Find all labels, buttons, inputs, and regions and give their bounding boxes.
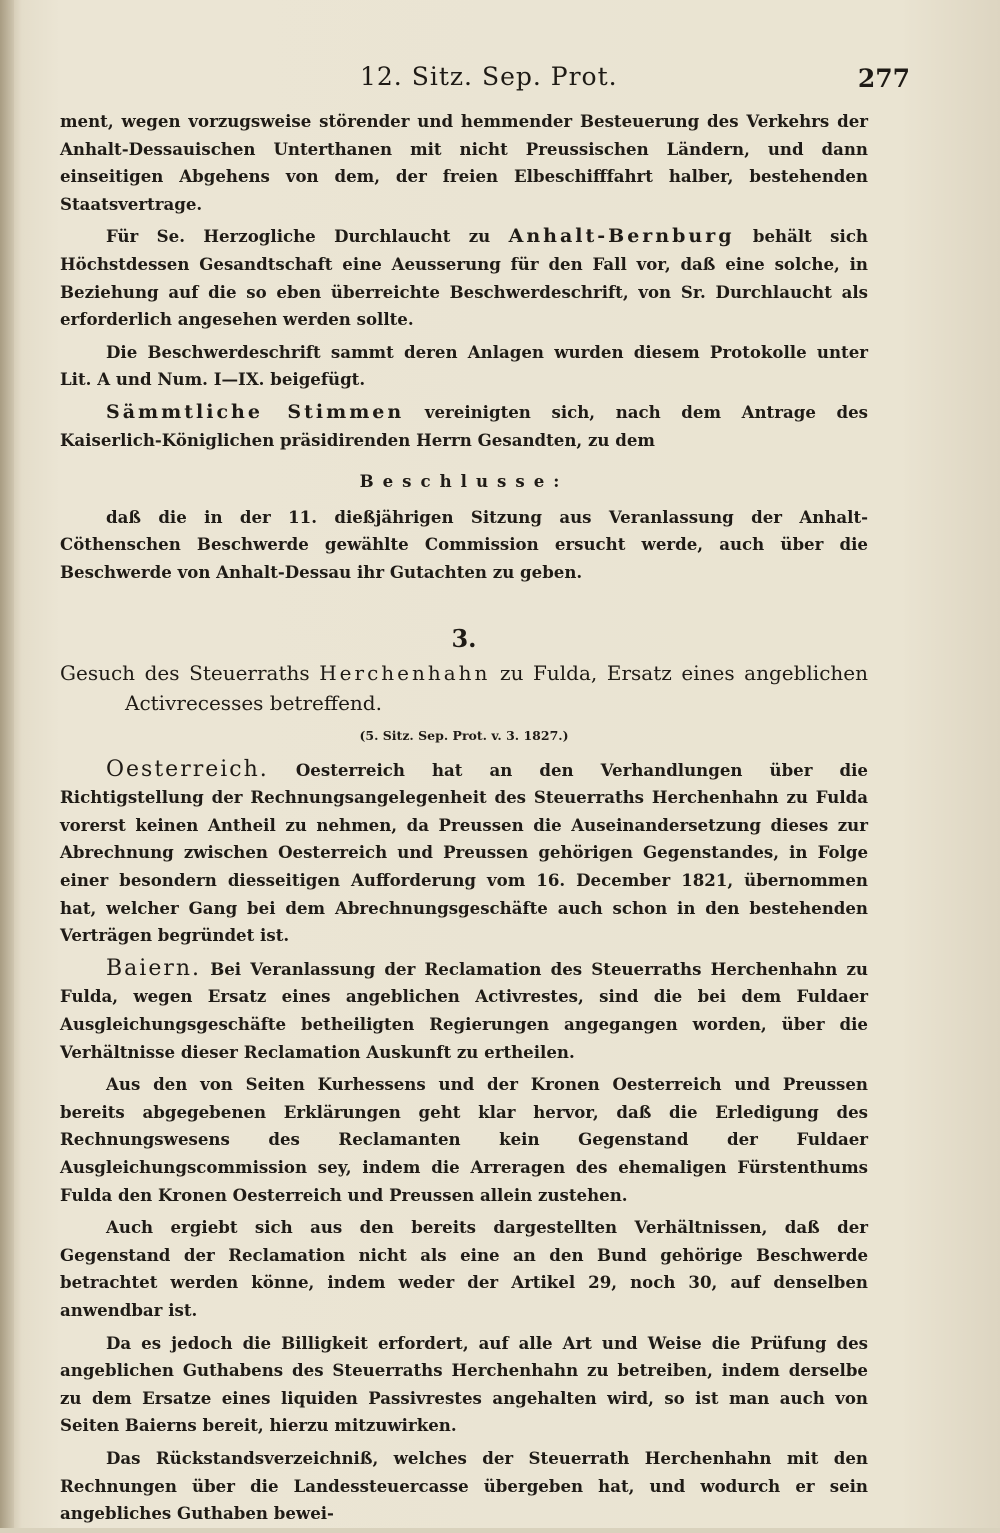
paragraph: Für Se. Herzogliche Durchlaucht zu Anhalt-Bernburg behält sich Höchstdessen Gesandtschaft eine Aeusserung für den Fall vor, daß eine solche, in Beziehung auf die so eben überreichte Beschwerdeschrift, von Sr. Durchlaucht als erforderlich angesehen werden sollte. [60, 225, 868, 330]
paragraph: Da es jedoch die Billigkeit erfordert, auf alle Art und Weise die Prüfung des angeblichen Guthabens des Steuerraths Herchenhahn zu betreiben, indem derselbe zu dem Ersatze eines liquiden Passivrestes angehalten wird, so ist man auch von Seiten Baierns bereit, hierzu mitzuwirken. [60, 1332, 868, 1436]
paragraph: Oesterreich. Oesterreich hat an den Verhandlungen über die Richtigstellung der Rechnungsangelegenheit des Steuerraths Herchenhahn zu Fulda vorerst keinen Antheil zu nehmen, da Preussen die Auseinandersetzung dieses zur Abrechnung zwischen Oesterreich und Preussen gehörigen Gegenstandes, in Folge einer besondern diesseitigen Aufforderung vom 16. December 1821, übernommen hat, welcher Gang bei dem Abrechnungsgeschäfte auch schon in den bestehenden Verträgen begründet ist. [60, 756, 868, 946]
page-number: 277 [857, 64, 910, 93]
section-number: 3. [451, 623, 477, 653]
paragraph: ment, wegen vorzugsweise störender und hemmender Besteuerung des Verkehrs der Anhalt-Dessauischen Unterthanen mit nicht Preussischen Ländern, und dann einseitigen Abgehens von dem, der freien Elbeschifffahrt halber, bestehenden Staatsvertrage. [60, 111, 868, 214]
state-name: Anhalt-Bernburg [508, 225, 735, 248]
state-label: Baiern. [106, 955, 202, 981]
paragraph: Das Rückstandsverzeichniß, welches der Steuerrath Herchenhahn mit den Rechnungen über die Landessteuercasse übergeben hat, und wodurch er sein angebliches Guthaben bewei- [60, 1447, 868, 1524]
person-name: Herchenhahn [319, 661, 491, 686]
paragraph: Baiern. Bei Veranlassung der Reclamation des Steuerraths Herchenhahn zu Fulda, wegen Ersatz eines angeblichen Activrestes, sind die bei dem Fuldaer Ausgleichungsgeschäfte betheiligten Regierungen angegangen worden, über die Verhältnisse dieser Reclamation Auskunft zu ertheilen. [60, 955, 868, 1062]
paragraph: Die Beschwerdeschrift sammt deren Anlagen wurden diesem Protokolle unter Lit. A und Num. I—IX. beigefügt. [60, 341, 868, 390]
emphasis: Sämmtliche Stimmen [106, 400, 405, 423]
running-head: 12. Sitz. Sep. Prot. [360, 62, 618, 91]
citation: (5. Sitz. Sep. Prot. v. 3. 1827.) [359, 728, 569, 744]
page-header [60, 62, 940, 102]
paragraph: daß die in der 11. dießjährigen Sitzung aus Veranlassung der Anhalt-Cöthenschen Beschwerde gewählte Commission ersucht werde, auch über die Beschwerde von Anhalt-Dessau ihr Gutachten zu geben. [60, 506, 868, 582]
paragraph: Sämmtliche Stimmen vereinigten sich, nach dem Antrage des Kaiserlich-Königlichen präsidirenden Herrn Gesandten, zu dem [60, 400, 868, 450]
section-title: Gesuch des Steuerraths Herchenhahn zu Fulda, Ersatz eines angeblichen Activrecesses betreffend. [60, 661, 869, 716]
page-spine [0, 0, 14, 1528]
state-label: Oesterreich. [106, 756, 269, 782]
page-text [60, 108, 868, 1533]
paragraph: Aus den von Seiten Kurhessens und der Kronen Oesterreich und Preussen bereits abgegebenen Erklärungen geht klar hervor, daß die Erledigung des Rechnungswesens des Reclamanten kein Gegenstand der Fuldaer Ausgleichungscommission sey, indem die Arreragen des ehemaligen Fürstenthums Fulda den Kronen Oesterreich und Preussen allein zustehen. [60, 1074, 868, 1205]
resolution-heading: Beschlusse: [359, 471, 569, 492]
paragraph: Auch ergiebt sich aus den bereits dargestellten Verhältnissen, daß der Gegenstand der Reclamation nicht als eine an den Bund gehörige Beschwerde betrachtet werden könne, indem weder der Artikel 29, noch 30, auf denselben anwendbar ist. [60, 1217, 868, 1320]
